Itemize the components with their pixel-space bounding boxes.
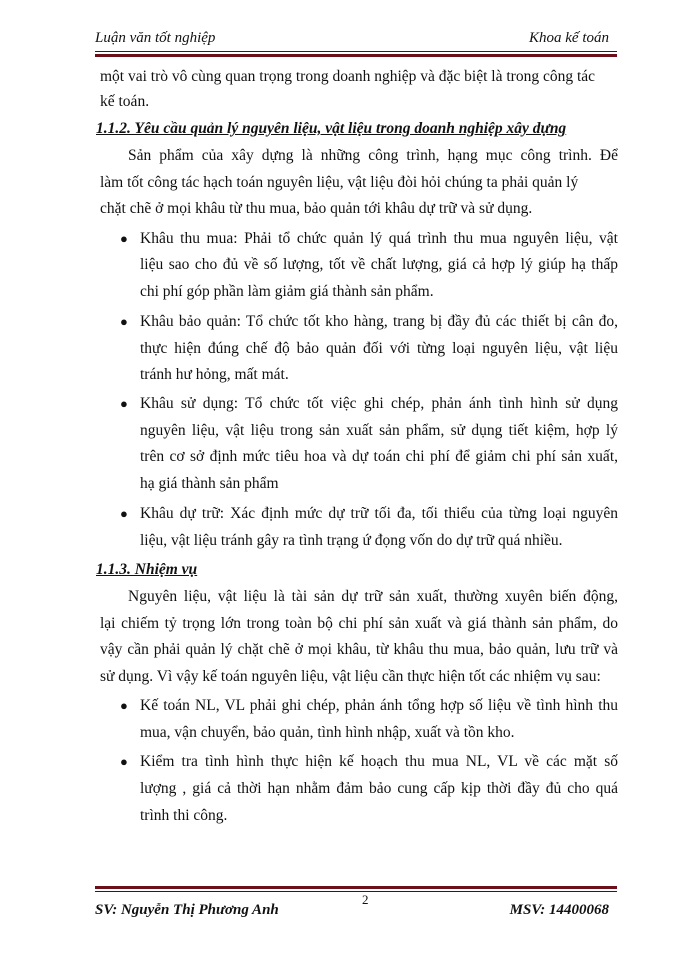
header-department: Khoa kế toán <box>529 30 609 46</box>
section-heading: 1.1.2. Yêu cầu quản lý nguyên liệu, vật liệu trong doanh nghiệp xây dựng <box>96 120 567 137</box>
bullet-icon: ● <box>120 754 128 769</box>
bullet-icon: ● <box>120 506 128 521</box>
bullet-item-line: liệu, vật liệu tránh gây ra tình trạng ứ đọng vốn do dự trữ quá nhiều. <box>140 532 563 549</box>
bullet-item-line: tránh hư hỏng, mất mát. <box>140 366 289 383</box>
paragraph-line: kế toán. <box>100 93 150 110</box>
paragraph-line: một vai trò vô cùng quan trọng trong doanh nghiệp và đặc biệt là trong công tác <box>100 68 596 85</box>
paragraph-line: lại chiếm tỷ trọng lớn trong toàn bộ chi phí sản xuất và giá thành sản phẩm, do <box>100 615 618 632</box>
paragraph-line: sử dụng. Vì vậy kế toán nguyên liệu, vật liệu cần thực hiện tốt các nhiệm vụ sau: <box>100 668 601 685</box>
bullet-item-line: lượng , giá cả thời hạn nhằm đảm bảo cung cấp kịp thời đầy đủ cho quá <box>140 780 618 797</box>
bullet-icon: ● <box>120 698 128 713</box>
bullet-item-line: nguyên liệu, vật liệu trong sản xuất sản phẩm, sử dụng tiết kiệm, hợp lý <box>140 422 618 439</box>
section-heading: 1.1.3. Nhiệm vụ <box>96 561 198 578</box>
paragraph-line: Nguyên liệu, vật liệu là tài sản dự trữ sản xuất, thường xuyên biến động, <box>128 588 618 605</box>
bullet-item-line: Khâu dự trữ: Xác định mức dự trữ tối đa, tối thiểu của từng loại nguyên <box>140 505 618 522</box>
bullet-item-line: Khâu bảo quản: Tổ chức tốt kho hàng, trang bị đầy đủ các thiết bị cân đo, <box>140 313 618 330</box>
bullet-item-line: trình thi công. <box>140 807 228 824</box>
bullet-item-line: Khâu sử dụng: Tổ chức tốt việc ghi chép, phản ánh tình hình sử dụng <box>140 395 618 412</box>
header-rule <box>95 51 617 57</box>
bullet-icon: ● <box>120 314 128 329</box>
bullet-item-line: thực hiện đúng chế độ bảo quản đối với từng loại nguyên liệu, vật liệu <box>140 340 618 357</box>
footer-student-name: SV: Nguyễn Thị Phương Anh <box>95 902 279 918</box>
page-number: 2 <box>362 892 369 907</box>
footer-student-id: MSV: 14400068 <box>509 902 609 918</box>
bullet-item-line: mua, vận chuyển, bảo quản, tình hình nhập, xuất và tồn kho. <box>140 724 515 741</box>
paragraph-line: chặt chẽ ở mọi khâu từ thu mua, bảo quản tới khâu dự trữ và sử dụng. <box>100 200 533 217</box>
bullet-item-line: chi phí góp phần làm giảm giá thành sản phẩm. <box>140 283 434 300</box>
header-thesis-title: Luận văn tốt nghiệp <box>95 30 216 46</box>
bullet-item-line: Kế toán NL, VL phải ghi chép, phản ánh tổng hợp số liệu về tình hình thu <box>140 697 618 714</box>
footer-rule <box>95 886 617 892</box>
bullet-item-line: hạ giá thành sản phẩm <box>140 475 279 492</box>
bullet-item-line: Khâu thu mua: Phải tổ chức quản lý quá trình thu mua nguyên liệu, vật <box>140 230 618 247</box>
paragraph-line: vậy cần phải quản lý chặt chẽ ở mọi khâu, từ khâu thu mua, bảo quản, lưu trữ và <box>100 641 618 658</box>
bullet-icon: ● <box>120 231 128 246</box>
bullet-item-line: liệu sao cho đủ về số lượng, tốt về chất lượng, giá cả hợp lý giúp hạ thấp <box>140 256 618 273</box>
paragraph-line: Sản phẩm của xây dựng là những công trình, hạng mục công trình. Để <box>128 147 618 164</box>
bullet-item-line: trên cơ sở định mức tiêu hoa và dự toán chi phí để giảm chi phí sản xuất, <box>140 448 618 465</box>
bullet-icon: ● <box>120 396 128 411</box>
bullet-item-line: Kiểm tra tình hình thực hiện kế hoạch thu mua NL, VL về các mặt số <box>140 753 618 770</box>
paragraph-line: làm tốt công tác hạch toán nguyên liệu, vật liệu đòi hỏi chúng ta phải quản lý <box>100 174 579 191</box>
